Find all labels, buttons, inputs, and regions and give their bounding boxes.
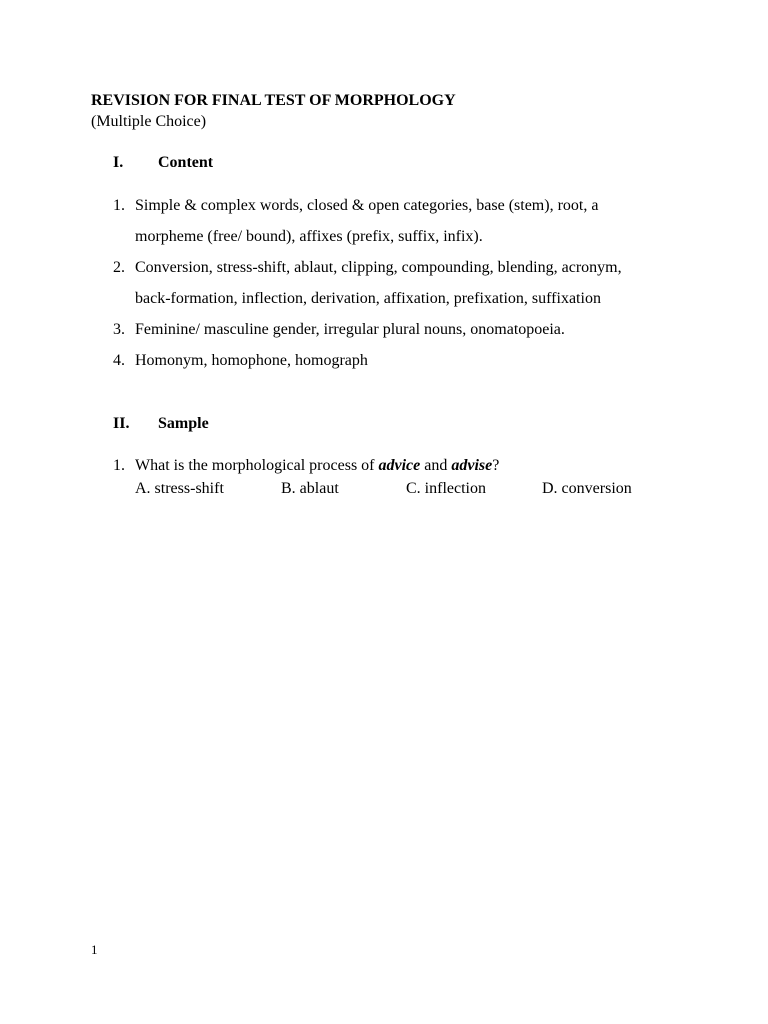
document-subtitle: (Multiple Choice) xyxy=(91,113,207,130)
list-item xyxy=(113,190,693,252)
list-item-text-line1: Conversion, stress-shift, ablaut, clipping, compounding, blending, acronym, xyxy=(135,259,622,276)
question-text-connector: and xyxy=(420,457,452,474)
section-title: Content xyxy=(158,154,214,171)
answer-option-c: C. inflection xyxy=(406,480,486,497)
answer-option-d: D. conversion xyxy=(542,480,632,497)
list-item-text: Homonym, homophone, homograph xyxy=(135,352,368,369)
list-item-text-line2: back-formation, inflection, derivation, affixation, prefixation, suffixation xyxy=(135,290,601,307)
section-numeral: I. xyxy=(113,154,124,171)
sample-question-list xyxy=(113,454,693,477)
content-list xyxy=(113,190,693,376)
list-item xyxy=(113,252,693,314)
section-heading-content xyxy=(113,153,213,173)
section-title: Sample xyxy=(158,415,209,432)
page-number: 1 xyxy=(91,942,98,957)
answer-option-a: A. stress-shift xyxy=(135,480,224,497)
question-term-advice: advice xyxy=(378,457,421,474)
list-item xyxy=(113,314,693,345)
list-item-number: 3. xyxy=(113,321,125,338)
list-item-number: 1. xyxy=(113,197,125,214)
section-numeral: II. xyxy=(113,415,130,432)
list-item-text-line2: morpheme (free/ bound), affixes (prefix, suffix, infix). xyxy=(135,228,483,245)
question-term-advise: advise xyxy=(451,457,493,474)
list-item xyxy=(113,345,693,376)
list-item-text-line1: Simple & complex words, closed & open categories, base (stem), root, a xyxy=(135,197,599,214)
question-text-prefix: What is the morphological process of xyxy=(135,457,379,474)
question-number: 1. xyxy=(113,457,125,474)
question-item xyxy=(113,454,693,477)
answer-option-b: B. ablaut xyxy=(281,480,339,497)
list-item-number: 4. xyxy=(113,352,125,369)
list-item-number: 2. xyxy=(113,259,125,276)
list-item-text: Feminine/ masculine gender, irregular plural nouns, onomatopoeia. xyxy=(135,321,565,338)
document-title: REVISION FOR FINAL TEST OF MORPHOLOGY xyxy=(91,92,456,109)
section-heading-sample xyxy=(113,414,209,434)
question-text-suffix: ? xyxy=(492,457,500,474)
